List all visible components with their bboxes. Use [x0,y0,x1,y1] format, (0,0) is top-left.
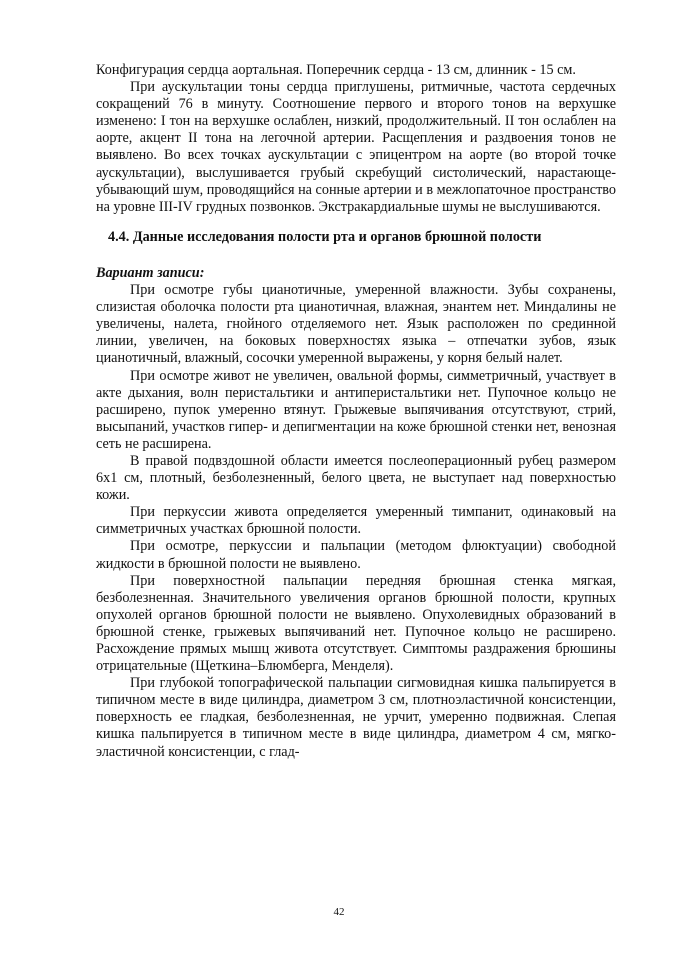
paragraph-auscultation: При аускультации тоны сердца приглушены, ритмичные, частота сердечных сокращений 76 в минуту. Соотношение первого и второго тонов на верхушке изменено: I тон на верхушке ослаблен, низкий, продолжительный. II тон ослаблен на аорте, акцент II тона на легочной артерии. Расщепления и раздвоения тонов не выявлено. Во всех точках аускультации с эпицентром на аорте (во второй точке аускультации), выслушивается грубый скребущий систолический, нарастающе-убывающий шум, проводящийся на сонные артерии и в межлопаточное пространство на уровне III-IV грудных позвонков. Экстракардиальные шумы не выслушиваются. [96,79,616,215]
paragraph-deep-palpation: При глубокой топографической пальпации сигмовидная кишка пальпируется в типичном месте в виде цилиндра, диаметром 3 см, плотноэластичной консистенции, поверхность ее гладкая, безболезненная, не урчит, умеренно подвижная. Слепая кишка пальпируется в типичном месте в виде цилиндра, диаметром 4 см, мягко-эластичной консистенции, с глад- [96,675,616,760]
page-number: 42 [333,906,345,918]
page-text [96,62,616,761]
paragraph-heart-configuration: Конфигурация сердца аортальная. Поперечник сердца - 13 см, длинник - 15 см. [96,62,576,78]
paragraph-scar: В правой подвздошной области имеется послеоперационный рубец размером 6x1 см, плотный, безболезненный, белого цвета, не выступает над поверхностью кожи. [96,452,616,504]
paragraph-superficial-palpation: При поверхностной пальпации передняя брюшная стенка мягкая, безболезненная. Значительного увеличения органов брюшной полости, крупных опухолей органов брюшной полости не выявлено. Опухолевидных образований в брюшной стенке, грыжевых выпячиваний нет. Пупочное кольцо не расширено. Расхождение прямых мышц живота отсутствует. Симптомы раздражения брюшины отрицательные (Щеткина–Блюмберга, Менделя). [96,572,616,675]
variant-label: Вариант записи: [96,264,205,281]
paragraph-free-fluid: При осмотре, перкуссии и пальпации (методом флюктуации) свободной жидкости в брюшной полости не выявлено. [96,538,616,572]
paragraph-oral-cavity: При осмотре губы цианотичные, умеренной влажности. Зубы сохранены, слизистая оболочка полости рта цианотичная, влажная, энантем нет. Миндалины не увеличены, налета, гнойного отделяемого нет. Язык расположен по срединной линии, увеличен, на боковых поверхностях языка – отпечатки зубов, язык цианотичный, влажный, сосочки умеренной выражены, у корня белый налет. [96,282,616,367]
paragraph-abdomen-inspection: При осмотре живот не увеличен, овальной формы, симметричный, участвует в акте дыхания, волн перистальтики и антиперистальтики нет. Пупочное кольцо не расширено, пупок умеренно втянут. Грыжевые выпячивания отсутствуют, стрий, высыпаний, участков гипер- и депигментации на коже брюшной стенки нет, венозная сеть не расширена. [96,367,616,452]
paragraph-percussion: При перкуссии живота определяется умеренный тимпанит, одинаковый на симметричных участках брюшной полости. [96,504,616,538]
section-heading: 4.4. Данные исследования полости рта и органов брюшной полости [108,228,542,245]
